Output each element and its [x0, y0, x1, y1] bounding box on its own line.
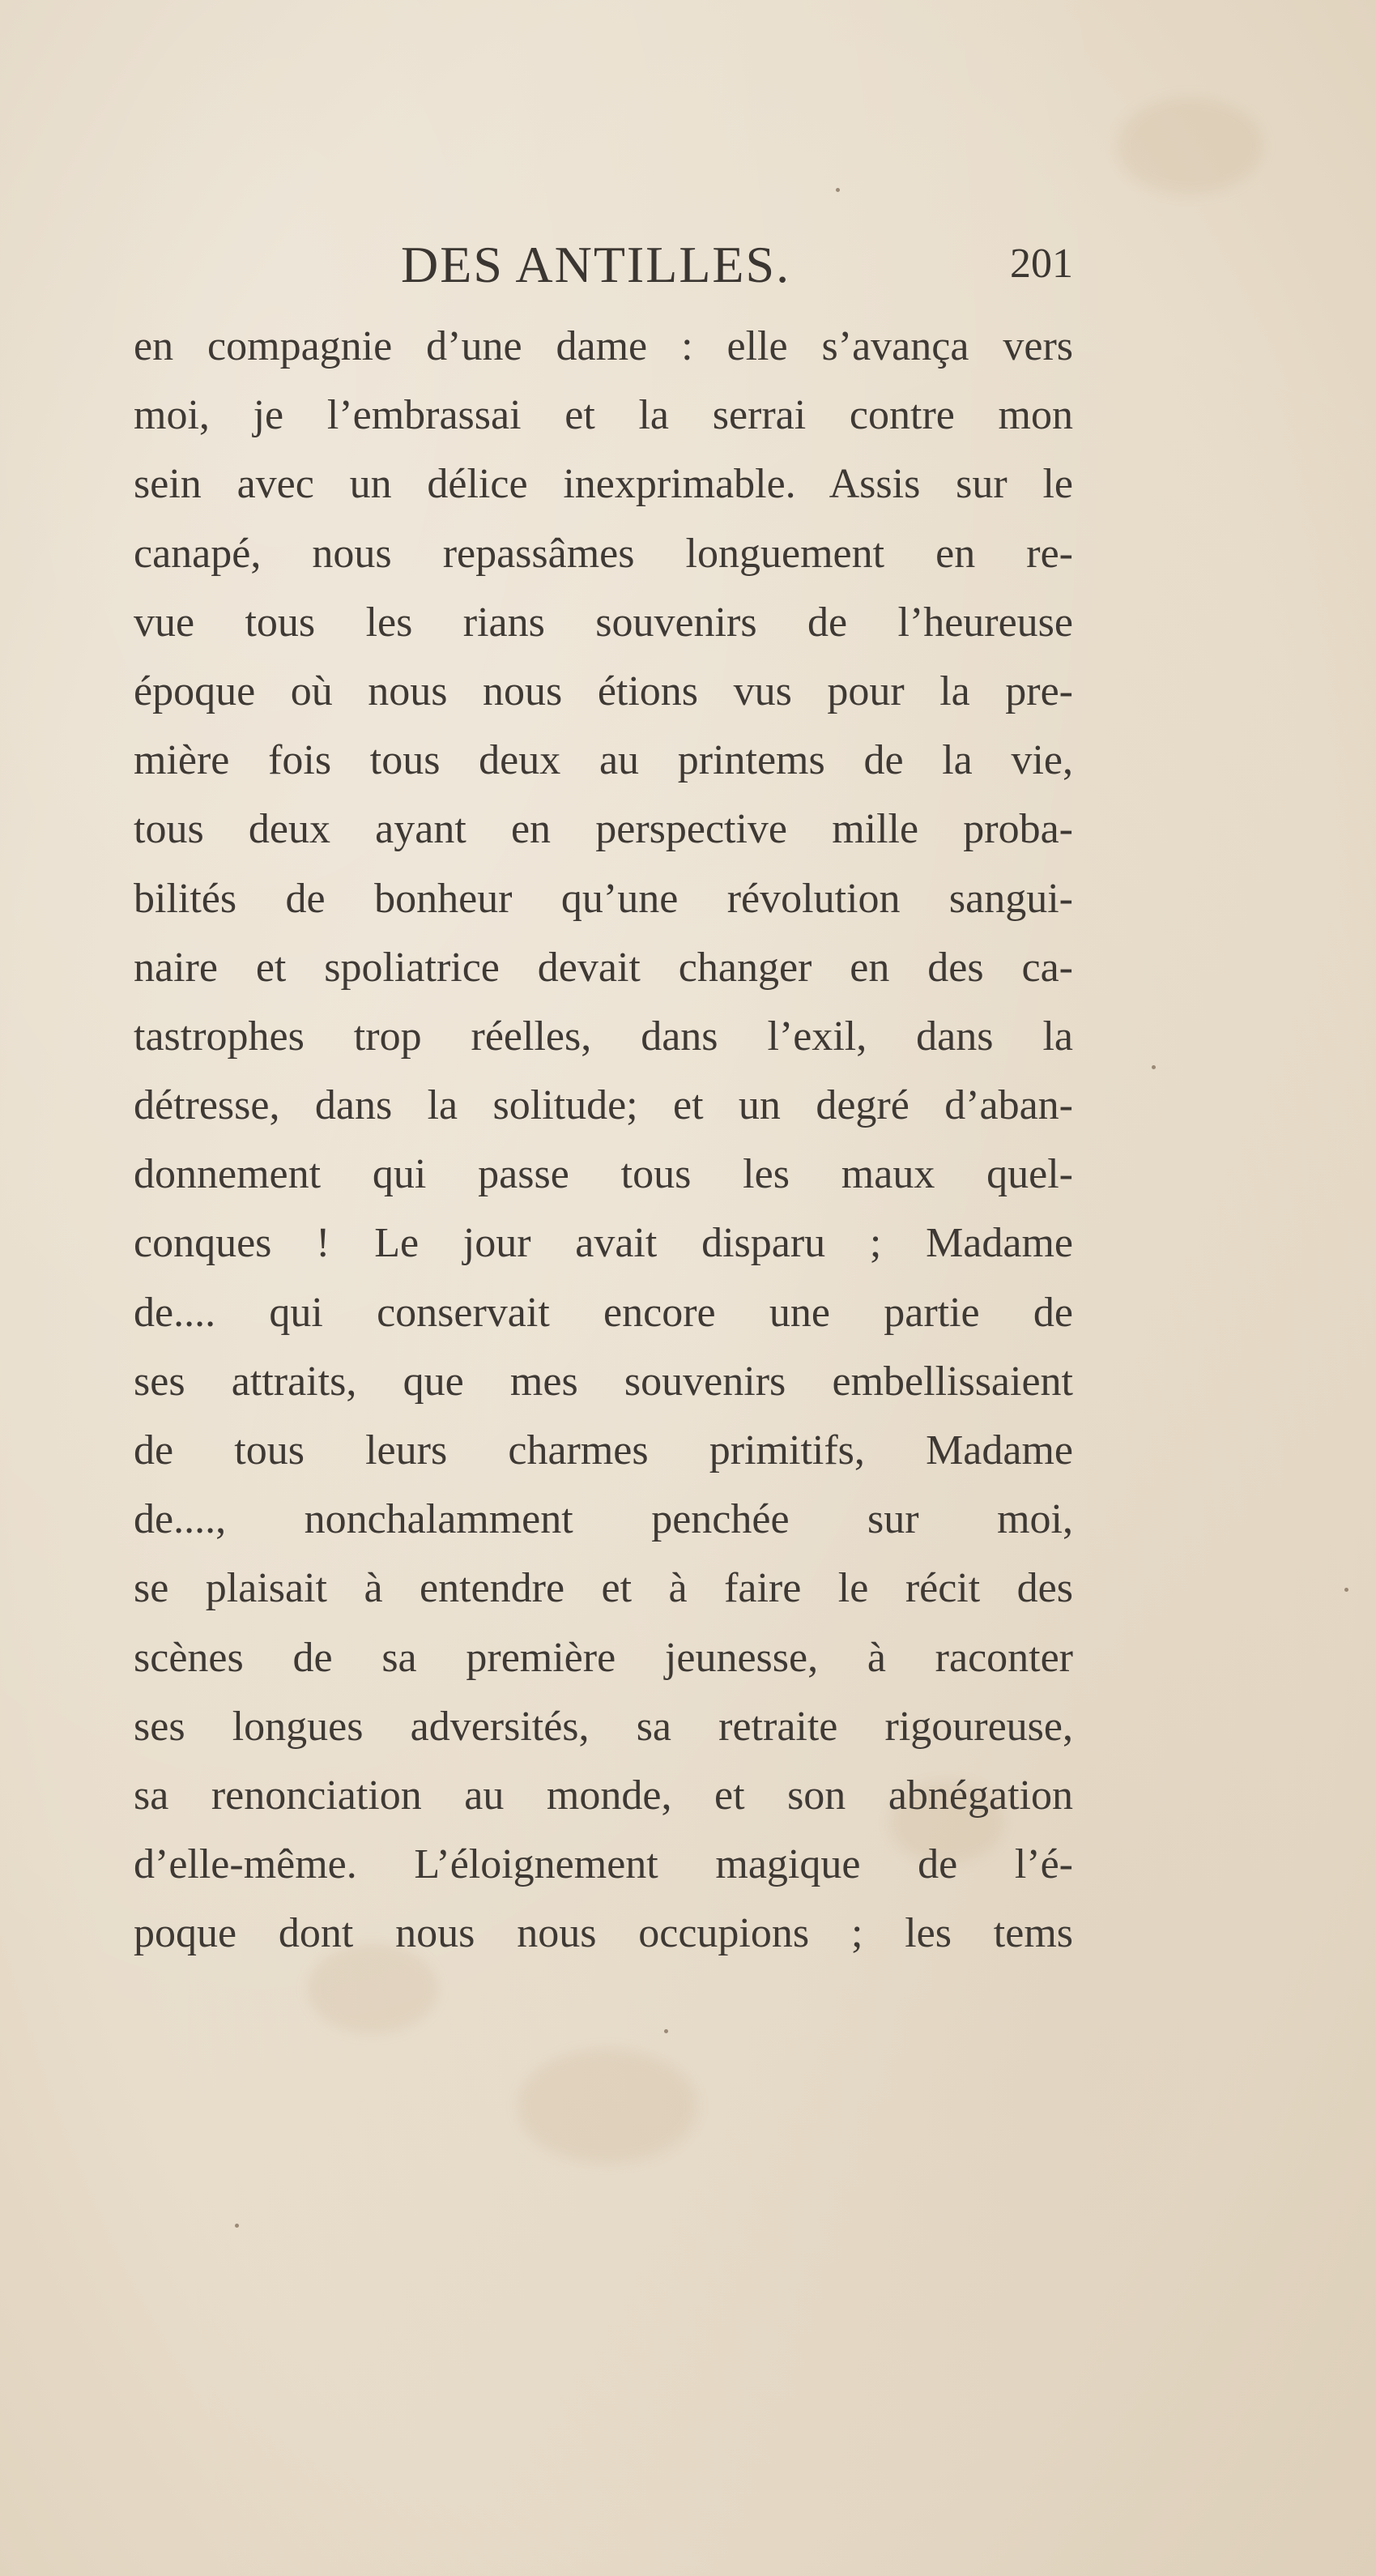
paper-stain [1118, 97, 1263, 194]
paper-speck [664, 2029, 668, 2033]
text-line: poque dont nous nous occupions ; les tems [134, 1910, 1073, 1957]
paper-speck [1152, 1065, 1156, 1069]
text-line: en compagnie d’une dame : elle s’avança vers [134, 323, 1073, 369]
text-line: vue tous les rians souvenirs de l’heureuse [134, 599, 1073, 646]
text-line: ses attraits, que mes souvenirs embellissaient [134, 1358, 1073, 1405]
text-line: se plaisait à entendre et à faire le récit des [134, 1565, 1073, 1612]
paper-speck [1344, 1588, 1348, 1592]
text-line: bilités de bonheur qu’une révolution sangui- [134, 875, 1073, 922]
text-line: ses longues adversités, sa retraite rigoureuse, [134, 1703, 1073, 1750]
text-line: tastrophes trop réelles, dans l’exil, dans la [134, 1013, 1073, 1060]
text-line: sa renonciation au monde, et son abnégation [134, 1772, 1073, 1819]
body-text [134, 312, 1073, 1968]
text-line: sein avec un délice inexprimable. Assis sur le [134, 461, 1073, 508]
text-line: donnement qui passe tous les maux quel- [134, 1151, 1073, 1198]
running-title: DES ANTILLES. [401, 236, 791, 293]
text-line: de tous leurs charmes primitifs, Madame [134, 1427, 1073, 1474]
text-line: de.... qui conservait encore une partie de [134, 1289, 1073, 1336]
text-line: époque où nous nous étions vus pour la pre- [134, 667, 1073, 714]
text-line: scènes de sa première jeunesse, à raconter [134, 1634, 1073, 1681]
text-line: moi, je l’embrassai et la serrai contre mon [134, 392, 1073, 439]
page-header [134, 235, 1073, 308]
text-line: mière fois tous deux au printems de la vie, [134, 737, 1073, 784]
paper-speck [836, 188, 840, 192]
text-line: canapé, nous repassâmes longuement en re- [134, 530, 1073, 577]
page-number: 201 [1010, 241, 1073, 287]
paper-speck [235, 2224, 239, 2228]
text-line: de...., nonchalamment penchée sur moi, [134, 1496, 1073, 1543]
text-line: détresse, dans la solitude; et un degré d’aban- [134, 1082, 1073, 1129]
paper-stain [518, 2049, 697, 2163]
text-line: tous deux ayant en perspective mille proba- [134, 806, 1073, 853]
text-line: naire et spoliatrice devait changer en des ca- [134, 944, 1073, 991]
text-line: conques ! Le jour avait disparu ; Madame [134, 1220, 1073, 1267]
text-line: d’elle-même. L’éloignement magique de l’é- [134, 1841, 1073, 1888]
